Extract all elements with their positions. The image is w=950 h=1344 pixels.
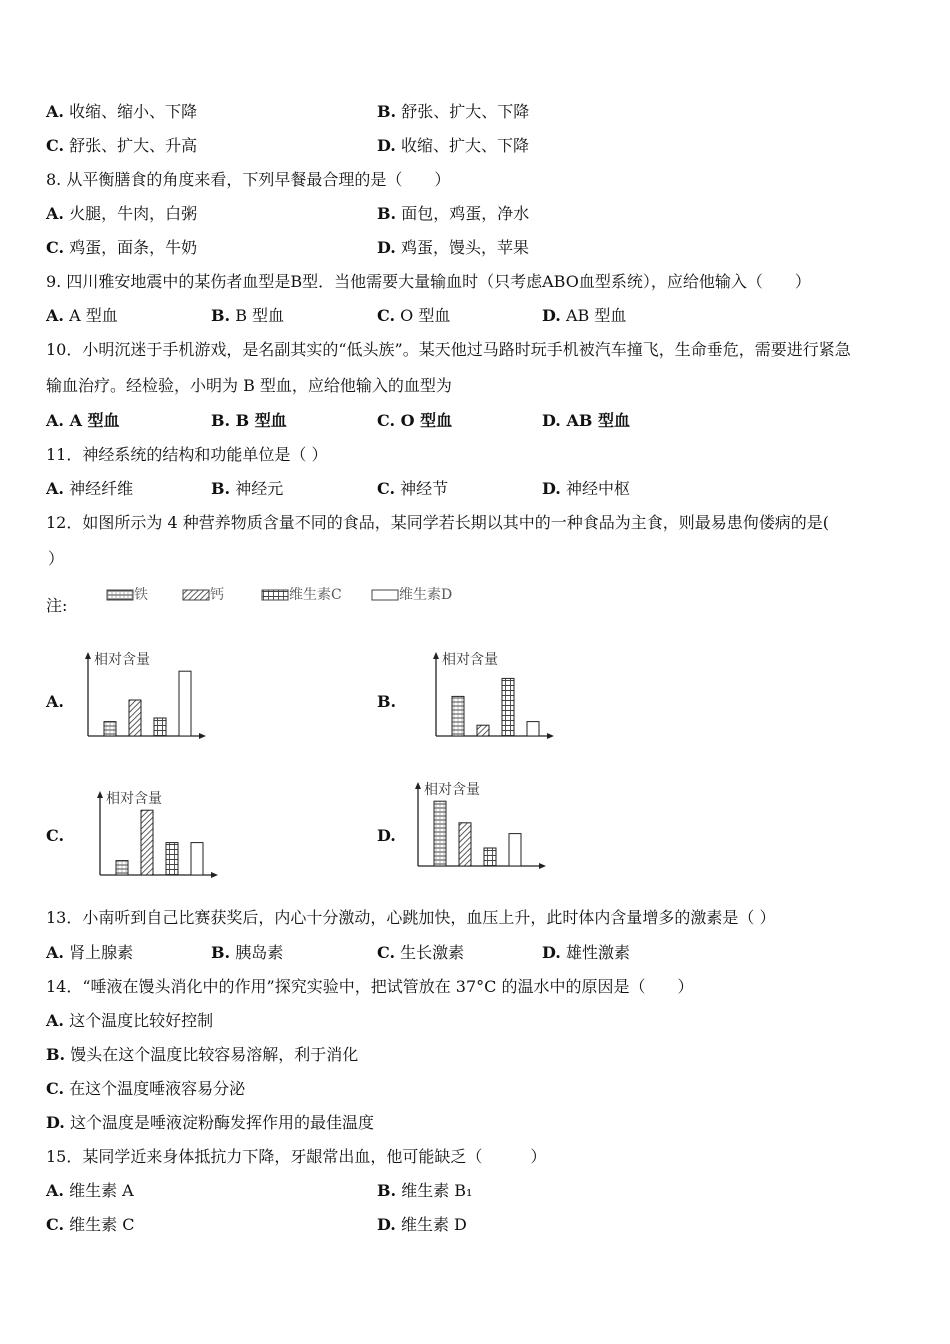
- chart-b-svg: [428, 648, 558, 744]
- q8-option-d: D. 鸡蛋，馒头，苹果: [377, 238, 529, 257]
- legend-calcium: 钙: [182, 584, 224, 604]
- chart-b-x-arrow: [547, 733, 554, 739]
- chart-b-label: B.: [377, 692, 397, 711]
- q13-stem: 13．小南听到自己比赛获奖后，内心十分激动，心跳加快，血压上升，此时体内含量增多的激素是（ ）: [46, 908, 776, 927]
- q9-option-b: B. B 型血: [211, 306, 285, 325]
- legend-vitamin-d: 维生素D: [371, 584, 452, 604]
- chart-a-svg: [80, 648, 210, 744]
- q8-stem: 8. 从平衡膳食的角度来看，下列早餐最合理的是（ ）: [46, 170, 451, 189]
- q12-stem-line2: ）: [48, 549, 65, 568]
- chart-a-bar-calcium: [129, 700, 141, 736]
- q14-option-b: B. 馒头在这个温度比较容易溶解，利于消化: [46, 1045, 359, 1064]
- q12-stem-line1: 12．如图所示为 4 种营养物质含量不同的食品，某同学若长期以其中的一种食品为主食，则最易患佝偻病的是(: [46, 513, 829, 532]
- chart-a-x-arrow: [199, 733, 206, 739]
- q14-option-d: D. 这个温度是唾液淀粉酶发挥作用的最佳温度: [46, 1113, 374, 1132]
- chart-b-bar-vitamin-c: [502, 678, 514, 736]
- chart-c-label: C.: [46, 826, 65, 845]
- q11-option-c: C. 神经节: [377, 479, 449, 498]
- q15-option-b: B. 维生素 B₁: [377, 1181, 473, 1200]
- chart-c-ylabel: 相对含量: [106, 791, 162, 807]
- chart-b-ylabel: 相对含量: [442, 652, 498, 668]
- chart-a-bar-vitamin-d: [179, 671, 191, 736]
- q15-option-c: C. 维生素 C: [46, 1215, 135, 1234]
- legend-calcium-swatch: [182, 589, 210, 601]
- chart-c: [92, 787, 222, 887]
- q15-option-d: D. 维生素 D: [377, 1215, 467, 1234]
- chart-a-bar-vitamin-c: [154, 718, 166, 736]
- q13-option-c: C. 生长激素: [377, 943, 465, 962]
- q13-option-a: A. 肾上腺素: [46, 943, 134, 962]
- chart-c-y-arrow: [97, 791, 103, 798]
- q9-option-c: C. O 型血: [377, 306, 451, 325]
- q11-option-d: D. 神经中枢: [542, 479, 630, 498]
- chart-b-bar-vitamin-d: [527, 722, 539, 736]
- q9-option-a: A. A 型血: [46, 306, 118, 325]
- chart-legend: [106, 584, 486, 602]
- q9-stem: 9. 四川雅安地震中的某伤者血型是B型．当他需要大量输血时（只考虑ABO血型系统），应给他输入（ ）: [46, 272, 811, 291]
- q10-option-d: D. AB 型血: [542, 411, 630, 430]
- chart-b-bar-iron: [452, 696, 464, 736]
- q8-option-b: B. 面包，鸡蛋，净水: [377, 204, 530, 223]
- q8-option-a: A. 火腿，牛肉，白粥: [46, 204, 198, 223]
- q7-option-b: B. 舒张、扩大、下降: [377, 102, 530, 121]
- legend-vitamin-c-swatch: [261, 589, 289, 601]
- chart-d-bar-iron: [434, 801, 446, 866]
- chart-c-x-arrow: [211, 872, 218, 878]
- q8-option-c: C. 鸡蛋，面条，牛奶: [46, 238, 198, 257]
- chart-a-label: A.: [46, 692, 64, 711]
- q7-option-c: C. 舒张、扩大、升高: [46, 136, 198, 155]
- q15-stem: 15．某同学近来身体抵抗力下降，牙龈常出血，他可能缺乏（ ）: [46, 1147, 547, 1166]
- q10-option-b: B. B 型血: [211, 411, 287, 430]
- chart-d-x-arrow: [539, 863, 546, 869]
- chart-c-bar-vitamin-c: [166, 843, 178, 875]
- chart-d-label: D.: [377, 826, 396, 845]
- chart-d-bar-vitamin-c: [484, 848, 496, 866]
- q10-stem-line2: 输血治疗。经检验，小明为 B 型血，应给他输入的血型为: [46, 376, 452, 395]
- q11-stem: 11．神经系统的结构和功能单位是（ ）: [46, 445, 328, 464]
- chart-a-ylabel: 相对含量: [94, 652, 150, 668]
- q13-option-b: B. 胰岛素: [211, 943, 284, 962]
- chart-a-y-arrow: [85, 652, 91, 659]
- chart-c-svg: [92, 787, 222, 883]
- chart-a-bar-iron: [104, 722, 116, 736]
- q14-option-a: A. 这个温度比较好控制: [46, 1011, 214, 1030]
- legend-iron: 铁: [106, 584, 148, 604]
- q10-option-c: C. O 型血: [377, 411, 453, 430]
- chart-d-y-arrow: [415, 782, 421, 789]
- chart-c-bar-calcium: [141, 810, 153, 875]
- chart-d-svg: [410, 778, 550, 874]
- q10-option-a: A. A 型血: [46, 411, 120, 430]
- q7-option-a: A. 收缩、缩小、下降: [46, 102, 198, 121]
- legend-vitamin-c: 维生素C: [261, 584, 342, 604]
- q15-option-a: A. 维生素 A: [46, 1181, 134, 1200]
- chart-a: [80, 648, 210, 748]
- q14-stem: 14．“唾液在馒头消化中的作用”探究实验中，把试管放在 37°C 的温水中的原因是（ ）: [46, 977, 694, 996]
- q13-option-d: D. 雄性激素: [542, 943, 630, 962]
- q12-note-label: 注:: [46, 596, 68, 615]
- chart-d-ylabel: 相对含量: [424, 782, 480, 798]
- chart-c-bar-vitamin-d: [191, 843, 203, 875]
- chart-b-y-arrow: [433, 652, 439, 659]
- q11-option-b: B. 神经元: [211, 479, 284, 498]
- q10-stem-line1: 10．小明沉迷于手机游戏，是名副其实的“低头族”。某天他过马路时玩手机被汽车撞飞，生命垂危，需要进行紧急: [46, 340, 851, 359]
- q7-option-d: D. 收缩、扩大、下降: [377, 136, 529, 155]
- q14-option-c: C. 在这个温度唾液容易分泌: [46, 1079, 246, 1098]
- chart-d-bar-vitamin-d: [509, 834, 521, 866]
- chart-d-bar-calcium: [459, 823, 471, 866]
- legend-vitamin-d-swatch: [371, 589, 399, 601]
- chart-b: [428, 648, 558, 748]
- legend-iron-swatch: [106, 589, 134, 601]
- chart-b-bar-calcium: [477, 725, 489, 736]
- q11-option-a: A. 神经纤维: [46, 479, 134, 498]
- chart-c-bar-iron: [116, 861, 128, 875]
- q9-option-d: D. AB 型血: [542, 306, 627, 325]
- chart-d: [410, 778, 550, 878]
